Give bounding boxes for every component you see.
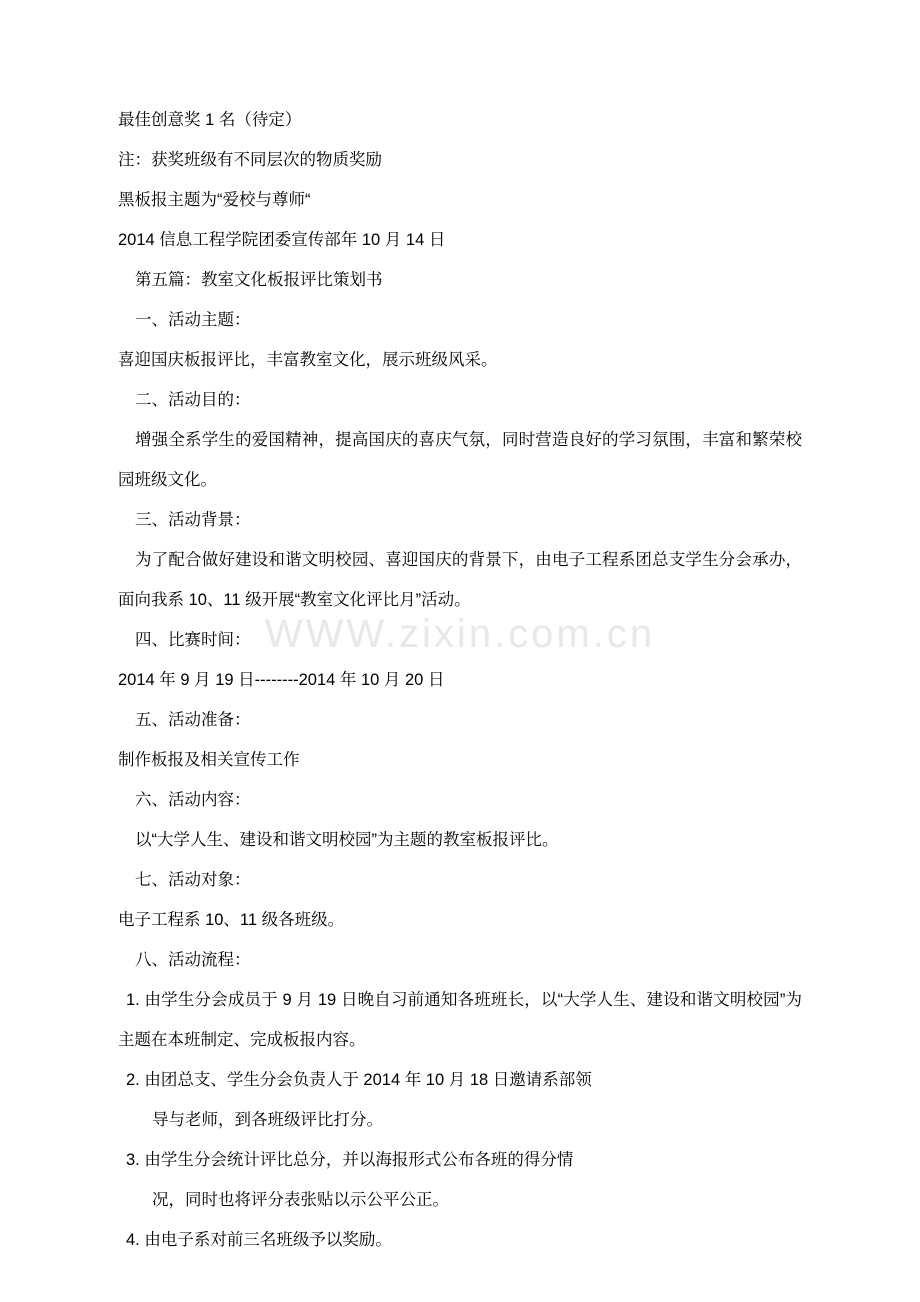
document-line: 黑板报主题为“爱校与尊师“ — [118, 191, 311, 209]
document-line: 况，同时也将评分表张贴以示公平公正。 — [152, 1191, 449, 1209]
document-line: 六、活动内容： — [135, 791, 251, 809]
document-line: 四、比赛时间： — [135, 631, 251, 649]
document-line: 为了配合做好建设和谐文明校园、喜迎国庆的背景下，由电子工程系团总支学生分会承办，面向我系 10、11 级开展“教室文化评比月”活动。 — [118, 551, 802, 609]
document-line: 3. 由学生分会统计评比总分，并以海报形式公布各班的得分情 — [126, 1151, 574, 1169]
document-line: 二、活动目的： — [135, 391, 251, 409]
document-line: 导与老师，到各班级评比打分。 — [152, 1111, 383, 1129]
document-line: 注：获奖班级有不同层次的物质奖励 — [118, 151, 382, 169]
document-line: 喜迎国庆板报评比，丰富教室文化，展示班级风采。 — [118, 351, 498, 369]
document-line: 增强全系学生的爱国精神，提高国庆的喜庆气氛，同时营造良好的学习氛围，丰富和繁荣校园班级文化。 — [118, 431, 802, 489]
document-line: 最佳创意奖 1 名（待定） — [118, 111, 302, 129]
watermark-text: WWW.zixin.com.cn — [264, 612, 656, 656]
document-line: 4. 由电子系对前三名班级予以奖励。 — [126, 1231, 392, 1249]
document-line: 七、活动对象： — [135, 871, 251, 889]
document-line: 以“大学人生、建设和谐文明校园”为主题的教室板报评比。 — [135, 831, 559, 849]
document-line: 三、活动背景： — [135, 511, 251, 529]
document-line: 2014 年 9 月 19 日--------2014 年 10 月 20 日 — [118, 671, 445, 689]
document-line: 制作板报及相关宣传工作 — [118, 751, 300, 769]
document-line: 1. 由学生分会成员于 9 月 19 日晚自习前通知各班班长，以“大学人生、建设和谐文明校园”为主题在本班制定、完成板报内容。 — [118, 991, 802, 1049]
document-body — [118, 100, 802, 1260]
document-line: 电子工程系 10、11 级各班级。 — [118, 911, 345, 929]
document-line: 2014 信息工程学院团委宣传部年 10 月 14 日 — [118, 231, 446, 249]
document-line: 一、活动主题： — [135, 311, 251, 329]
document-line: 五、活动准备： — [135, 711, 251, 729]
document-line: 八、活动流程： — [135, 951, 251, 969]
document-line: 2. 由团总支、学生分会负责人于 2014 年 10 月 18 日邀请系部领 — [126, 1071, 592, 1089]
document-line: 第五篇：教室文化板报评比策划书 — [135, 271, 383, 289]
